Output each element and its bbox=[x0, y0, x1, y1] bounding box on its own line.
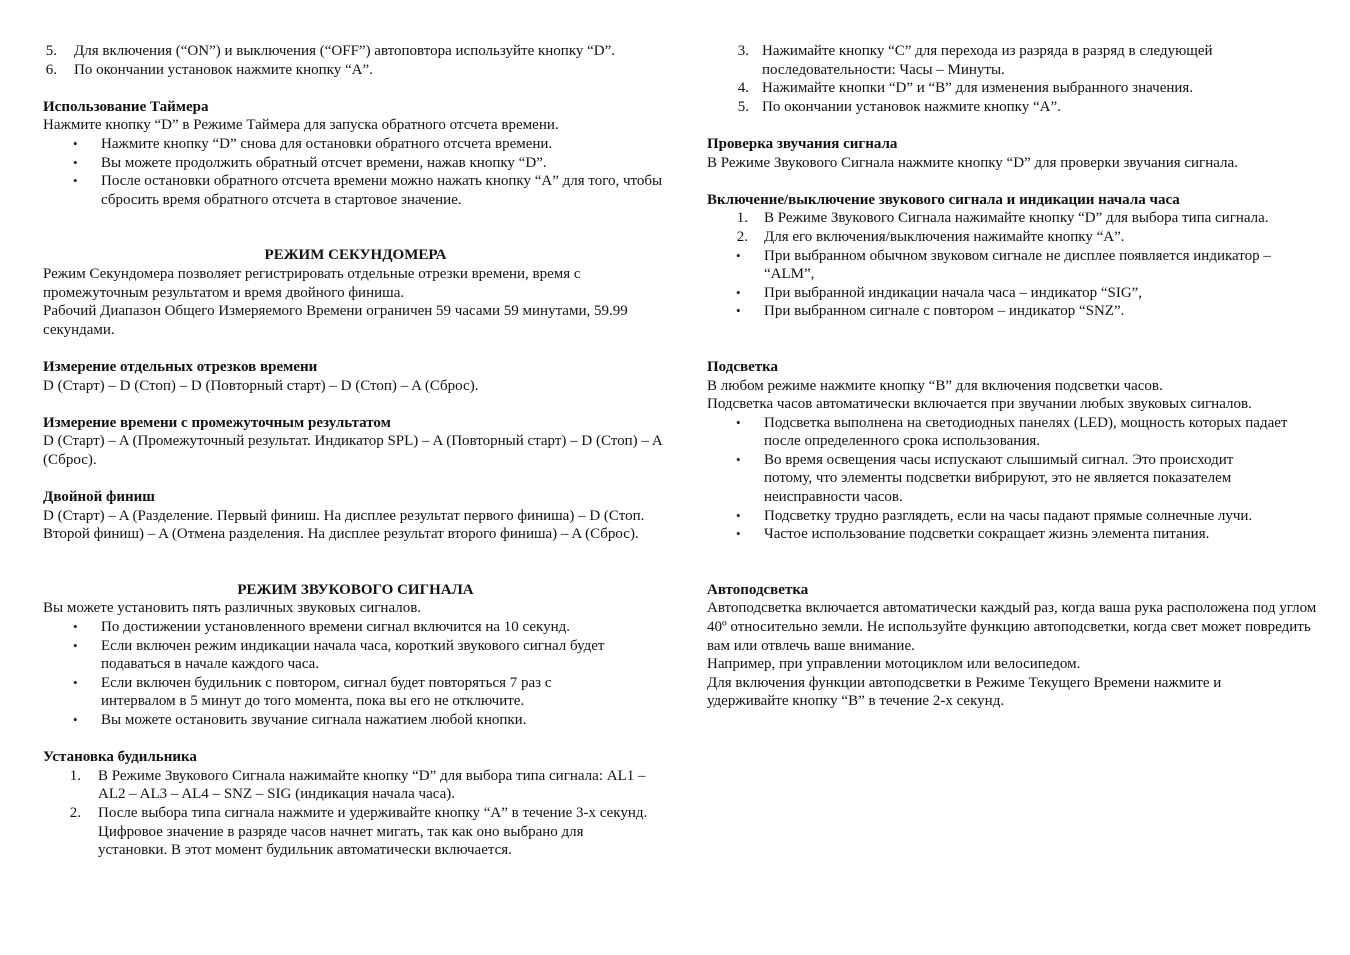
list-item: 6. По окончании установок нажмите кнопку “A”. bbox=[45, 61, 373, 78]
paragraph: Подсветка часов автоматически включается при звучании любых звуковых сигналов. bbox=[707, 396, 1252, 413]
list-item: • При выбранной индикации начала часа – индикатор “SIG”, bbox=[736, 284, 1143, 301]
bullet-icon: • bbox=[73, 619, 78, 635]
list-item: • По достижении установленного времени сигнал включится на 10 секунд. bbox=[73, 619, 571, 636]
list-item: 1. В Режиме Звукового Сигнала нажимайте кнопку “D” для выбора типа сигнала: AL1 – AL2 – AL3 – AL4 – SNZ – SIG (индикация начала часа). bbox=[69, 767, 646, 803]
bullet-icon: • bbox=[73, 154, 78, 170]
list-item: • Вы можете продолжить обратный отсчет времени, нажав кнопку “D”. bbox=[73, 154, 547, 171]
paragraph: Для включения функции автоподсветки в Режиме Текущего Времени нажмите и удерживайте кнопку “B” в течение 2-х секунд. bbox=[707, 674, 1222, 710]
paragraph: D (Старт) – A (Разделение. Первый финиш. На дисплее результат первого финиша) – D (Стоп. Второй финиш) – A (Отмена разделения. На дисплее результат второго финиша) – A (Сброс). bbox=[43, 507, 645, 543]
list-item: 2. После выбора типа сигнала нажмите и удерживайте кнопку “A” в течение 3-х секунд. Цифровое значение в разряде часов начнет мигать, так как оно выбрано для установки. В этот момент будильник автоматически включается. bbox=[69, 804, 648, 859]
paragraph: D (Старт) – D (Стоп) – D (Повторный старт) – D (Стоп) – A (Сброс). bbox=[43, 377, 479, 394]
list-item: • При выбранном сигнале с повтором – индикатор “SNZ”. bbox=[736, 303, 1125, 320]
paragraph: В Режиме Звукового Сигнала нажмите кнопку “D” для проверки звучания сигнала. bbox=[707, 154, 1238, 171]
list-item: • Нажмите кнопку “D” снова для остановки обратного отсчета времени. bbox=[73, 135, 553, 152]
bullet-icon: • bbox=[736, 526, 741, 542]
section-heading: Включение/выключение звукового сигнала и индикации начала часа bbox=[707, 191, 1180, 208]
bullet-icon: • bbox=[736, 247, 741, 263]
section-heading: Двойной финиш bbox=[43, 489, 155, 506]
list-item: • При выбранном обычном звуковом сигнале не дисплее появляется индикатор – “ALM”, bbox=[736, 247, 1271, 283]
paragraph: Автоподсветка включается автоматически каждый раз, когда ваша рука расположена под углом 40º относительно земли. Не используйте функцию автоподсветки, когда свет может повредить вам или отвлечь ваше внимание. bbox=[707, 600, 1317, 654]
list-item: 5. По окончании установок нажмите кнопку “A”. bbox=[737, 98, 1061, 115]
bullet-icon: • bbox=[736, 303, 741, 319]
section-heading: Проверка звучания сигнала bbox=[707, 135, 898, 152]
section-heading: Использование Таймера bbox=[43, 98, 209, 115]
section-heading: Измерение отдельных отрезков времени bbox=[43, 358, 318, 375]
bullet-icon: • bbox=[736, 451, 741, 467]
list-item: • Подсветку трудно разглядеть, если на часы падают прямые солнечные лучи. bbox=[736, 507, 1253, 524]
section-heading: Автоподсветка bbox=[707, 581, 809, 598]
list-item: • После остановки обратного отсчета времени можно нажать кнопку “A” для того, чтобы сбросить время обратного отсчета в стартовое значение. bbox=[73, 173, 663, 208]
bullet-icon: • bbox=[73, 135, 78, 151]
bullet-icon: • bbox=[736, 414, 741, 430]
section-title: РЕЖИМ ЗВУКОВОГО СИГНАЛА bbox=[237, 581, 474, 598]
bullet-icon: • bbox=[73, 674, 78, 690]
list-item: 3. Нажимайте кнопку “C” для перехода из разряда в разряд в следующей последовательности: Часы – Минуты. bbox=[737, 43, 1213, 78]
list-item: • Если включен режим индикации начала часа, короткий звукового сигнал будет подаваться в начале каждого часа. bbox=[73, 637, 605, 673]
bullet-icon: • bbox=[73, 637, 78, 653]
list-item: 1. В Режиме Звукового Сигнала нажимайте кнопку “D” для выбора типа сигнала. bbox=[736, 210, 1269, 227]
paragraph: Вы можете установить пять различных звуковых сигналов. bbox=[43, 600, 422, 617]
bullet-icon: • bbox=[736, 284, 741, 300]
list-item: 2. Для его включения/выключения нажимайте кнопку “A”. bbox=[736, 228, 1125, 245]
section-heading: Измерение времени с промежуточным результатом bbox=[43, 414, 391, 431]
list-item: 4. Нажимайте кнопки “D” и “B” для изменения выбранного значения. bbox=[737, 80, 1194, 97]
list-item: • Подсветка выполнена на светодиодных панелях (LED), мощность которых падает после определенного срока использования. bbox=[736, 414, 1288, 450]
section-title: РЕЖИМ СЕКУНДОМЕРА bbox=[264, 247, 447, 264]
section-heading: Подсветка bbox=[707, 358, 779, 375]
list-item: • Частое использование подсветки сокращает жизнь элемента питания. bbox=[736, 526, 1210, 543]
list-item: • Во время освещения часы испускают слышимый сигнал. Это происходит потому, что элементы подсветки вибрируют, это не является показателем неисправности часов. bbox=[736, 451, 1234, 506]
paragraph: Режим Секундомера позволяет регистрировать отдельные отрезки времени, время с промежуточным результатом и время двойного финиша. bbox=[43, 265, 581, 301]
bullet-icon: • bbox=[73, 173, 78, 189]
section-heading: Установка будильника bbox=[43, 749, 197, 766]
paragraph: Рабочий Диапазон Общего Измеряемого Времени ограничен 59 часами 59 минутами, 59.99 секундами. bbox=[43, 303, 628, 338]
list-item: • Вы можете остановить звучание сигнала нажатием любой кнопки. bbox=[73, 712, 527, 728]
list-item: • Если включен будильник с повтором, сигнал будет повторяться 7 раз с интервалом в 5 минут до того момента, пока вы его не отключите. bbox=[73, 674, 552, 710]
paragraph: D (Старт) – A (Промежуточный результат. Индикатор SPL) – A (Повторный старт) – D (Стоп) – A (Сброс). bbox=[43, 433, 662, 468]
paragraph: В любом режиме нажмите кнопку “B” для включения подсветки часов. bbox=[707, 377, 1163, 394]
right-column bbox=[707, 42, 1322, 711]
bullet-icon: • bbox=[736, 507, 741, 523]
paragraph: Например, при управлении мотоциклом или велосипедом. bbox=[707, 656, 1081, 673]
paragraph: Нажмите кнопку “D” в Режиме Таймера для запуска обратного отсчета времени. bbox=[43, 117, 559, 134]
list-item: 5. Для включения (“ON”) и выключения (“OFF”) автоповтора используйте кнопку “D”. bbox=[45, 43, 616, 59]
bullet-icon: • bbox=[73, 712, 78, 727]
left-column bbox=[43, 42, 668, 860]
